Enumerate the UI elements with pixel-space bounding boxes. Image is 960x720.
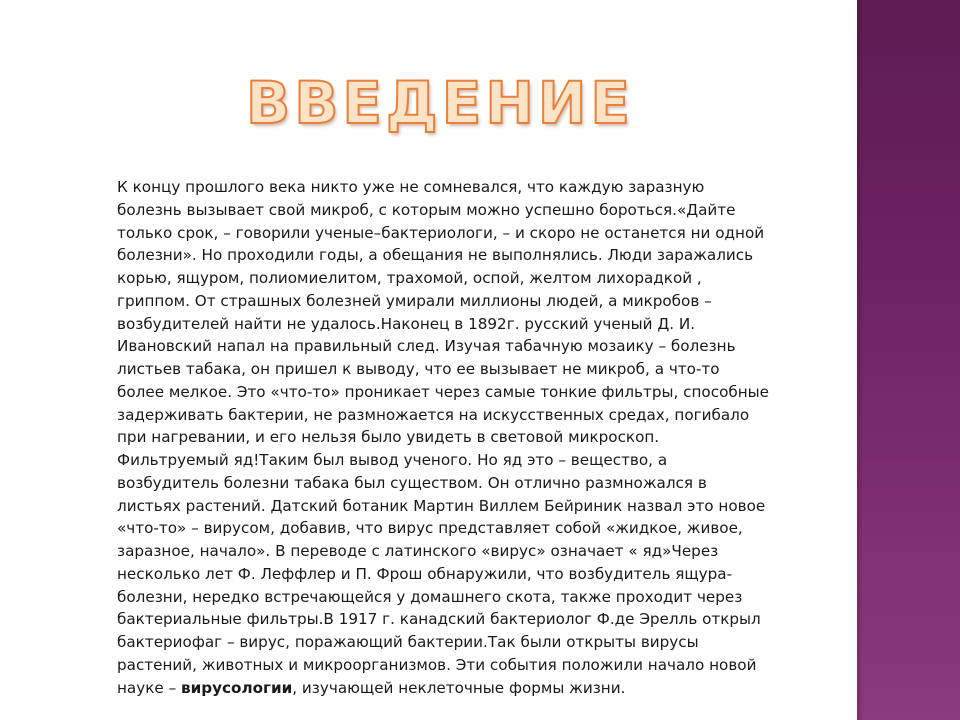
slide-title: ВВЕДЕНИЕ <box>246 69 635 137</box>
side-decoration-band <box>857 0 960 720</box>
body-bold-term: вирусологии <box>181 678 293 697</box>
body-paragraph <box>117 176 829 699</box>
body-end-text: , изучающей неклеточные формы жизни. <box>292 678 626 697</box>
body-main-text: К концу прошлого века никто уже не сомневался, что каждую заразную болезнь вызывает свой микроб, с которым можно успешно бороться.«Дайте только срок, – говорили ученые–бактериологи, – и скоро не останется ни одной болезни». Но проходили годы, а обещания не выполнялись. Люди заражались корью, ящуром, полиомиелитом, трахомой, оспой, желтом лихорадкой , гриппом. От страшных болезней умирали миллионы людей, а микробов – возбудителей найти не удалось.Наконец в 1892г. русский ученый Д. И. Ивановский напал на правильный след. Изучая табачную мозаику – болезнь листьев табака, он пришел к выводу, что ее вызывает не микроб, а что-то более мелкое. Это «что-то» проникает через самые тонкие фильтры, способные задерживать бактерии, не размножается на искусственных средах, погибало при нагревании, и его нельзя было увидеть в световой микроскоп. Фильтруемый яд!Таким был вывод ученого. Но яд это – вещество, а возбудитель болезни табака был существом. Он отлично размножался в листьях растений. Датский ботаник Мартин Виллем Бейриник назвал это новое «что-то» – вирусом, добавив, что вирус представляет собой «жидкое, живое, заразное, начало». В переводе с латинского «вирус» означает « яд»Через несколько лет Ф. Леффлер и П. Фрош обнаружили, что возбудитель ящура- болезни, нередко встречающейся у домашнего скота, также проходит через бактериальные фильтры.В 1917 г. канадский бактериолог Ф.де Эрелль открыл бактериофаг – вирус, поражающий бактерии.Так были открыты вирусы растений, животных и микроорганизмов. Эти события положили начало новой науке – <box>117 178 769 697</box>
